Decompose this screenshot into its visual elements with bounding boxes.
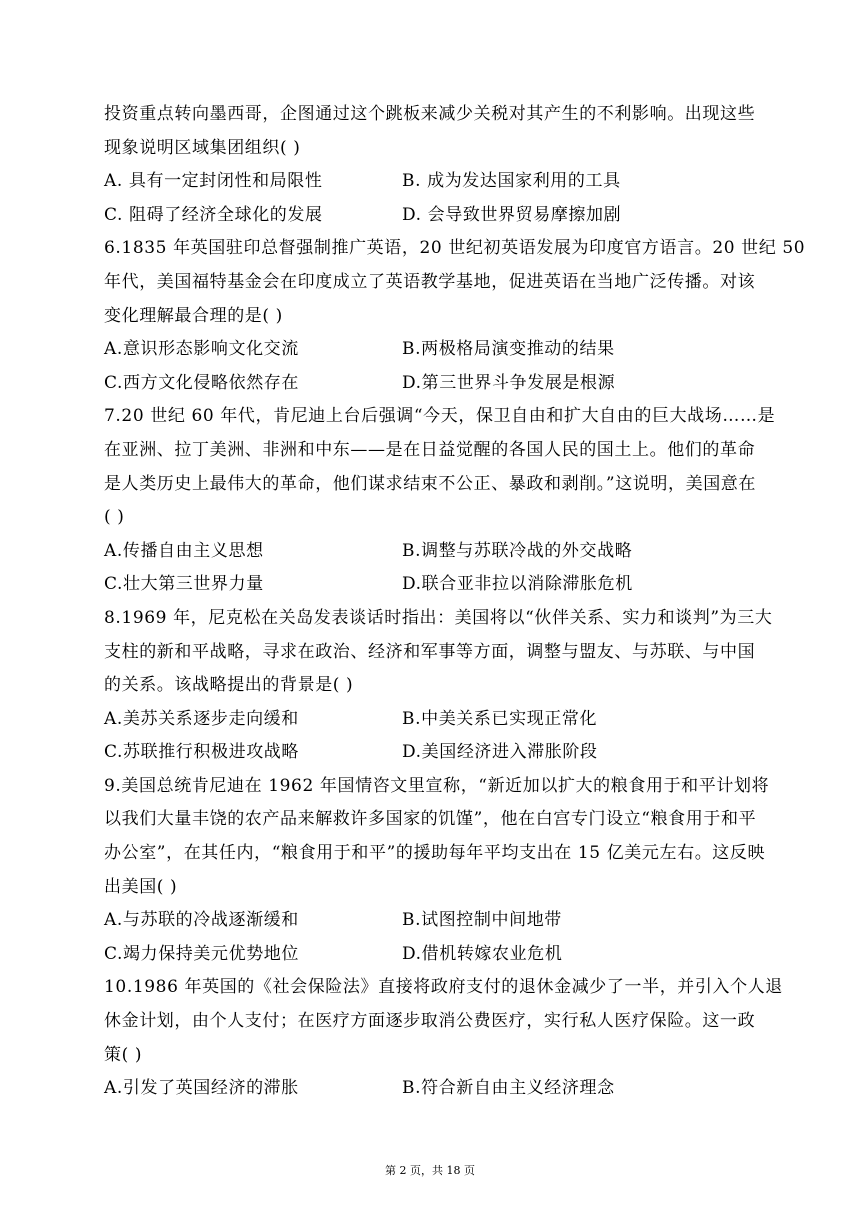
question-9-line-4: 出美国( ) <box>104 876 178 897</box>
question-8-options-row-1 <box>104 703 764 737</box>
option-c: C. 阻碍了经济全球化的发展 <box>104 204 323 225</box>
question-10 <box>104 971 783 1105</box>
question-5-options-row-2 <box>104 199 764 233</box>
question-9-line-3: 办公室”，在其任内，“粮食用于和平”的援助每年平均支出在 15 亿美元左右。这反映 <box>104 843 766 864</box>
question-8-options-row-2 <box>104 736 764 770</box>
option-b: B.符合新自由主义经济理念 <box>402 1078 615 1099</box>
page-number: 第 2 页，共 18 页 <box>385 1164 475 1177</box>
question-6 <box>104 232 806 400</box>
question-7-line-3: 是人类历史上最伟大的革命，他们谋求结束不公正、暴政和剥削。”这说明，美国意在 <box>104 473 756 494</box>
option-a: A. 具有一定封闭性和局限性 <box>104 171 323 192</box>
option-b: B.试图控制中间地带 <box>402 910 562 931</box>
option-b: B.中美关系已实现正常化 <box>402 708 598 729</box>
question-6-line-3: 变化理解最合理的是( ) <box>104 305 283 326</box>
option-a: A.与苏联的冷战逐渐缓和 <box>104 910 299 931</box>
question-9 <box>104 770 770 972</box>
question-9-options-row-1 <box>104 904 764 938</box>
question-7-line-2: 在亚洲、拉丁美洲、非洲和中东——是在日益觉醒的各国人民的国土上。他们的革命 <box>104 439 756 460</box>
question-8-line-1: 8.1969 年，尼克松在关岛发表谈话时指出：美国将以“伙伴关系、实力和谈判”为三大 <box>104 607 773 628</box>
question-6-options-row-2 <box>104 367 764 401</box>
option-b: B.调整与苏联冷战的外交战略 <box>402 540 633 561</box>
option-c: C.苏联推行积极进攻战略 <box>104 742 300 763</box>
document-page <box>104 98 806 1106</box>
option-a: A.意识形态影响文化交流 <box>104 339 299 360</box>
question-9-line-2: 以我们大量丰饶的农产品来解救许多国家的饥馑”，他在白宫专门设立“粮食用于和平 <box>104 809 757 830</box>
question-5-line-2: 现象说明区域集团组织( ) <box>104 137 301 158</box>
question-7-options-row-2 <box>104 568 764 602</box>
option-d: D. 会导致世界贸易摩擦加剧 <box>402 204 622 225</box>
question-7-line-1: 7.20 世纪 60 年代，肯尼迪上台后强调“今天，保卫自由和扩大自由的巨大战场……是 <box>104 406 776 427</box>
question-5 <box>104 98 764 232</box>
question-8 <box>104 602 773 770</box>
question-6-line-2: 年代，美国福特基金会在印度成立了英语教学基地，促进英语在当地广泛传播。对该 <box>104 271 756 292</box>
question-6-options-row-1 <box>104 333 764 367</box>
question-10-options-row-1 <box>104 1072 764 1106</box>
option-c: C.竭力保持美元优势地位 <box>104 943 300 964</box>
question-8-line-2: 支柱的新和平战略，寻求在政治、经济和军事等方面，调整与盟友、与苏联、与中国 <box>104 641 756 662</box>
option-b: B. 成为发达国家利用的工具 <box>402 171 621 192</box>
question-5-line-1: 投资重点转向墨西哥，企图通过这个跳板来减少关税对其产生的不利影响。出现这些 <box>104 104 756 124</box>
question-6-line-1: 6.1835 年英国驻印总督强制推广英语，20 世纪初英语发展为印度官方语言。20 世纪 50 <box>104 238 806 259</box>
option-d: D.第三世界斗争发展是根源 <box>402 372 616 393</box>
option-a: A.传播自由主义思想 <box>104 540 264 561</box>
option-c: C.壮大第三世界力量 <box>104 574 264 595</box>
question-10-line-2: 休金计划，由个人支付；在医疗方面逐步取消公费医疗，实行私人医疗保险。这一政 <box>104 1011 756 1032</box>
question-7-options-row-1 <box>104 535 764 569</box>
question-5-options-row-1 <box>104 165 764 199</box>
option-d: D.联合亚非拉以消除滞胀危机 <box>402 574 633 595</box>
question-7 <box>104 400 776 602</box>
question-9-options-row-2 <box>104 938 764 972</box>
question-9-line-1: 9.美国总统肯尼迪在 1962 年国情咨文里宣称，“新近加以扩大的粮食用于和平计划将 <box>104 775 770 796</box>
question-10-line-3: 策( ) <box>104 1044 143 1065</box>
question-7-line-4: ( ) <box>104 507 125 528</box>
option-c: C.西方文化侵略依然存在 <box>104 372 300 393</box>
option-d: D.借机转嫁农业危机 <box>402 943 563 964</box>
option-a: A.美苏关系逐步走向缓和 <box>104 708 299 729</box>
question-8-line-3: 的关系。该战略提出的背景是( ) <box>104 675 354 696</box>
option-a: A.引发了英国经济的滞胀 <box>104 1078 299 1099</box>
option-b: B.两极格局演变推动的结果 <box>402 339 615 360</box>
option-d: D.美国经济进入滞胀阶段 <box>402 742 598 763</box>
question-10-line-1: 10.1986 年英国的《社会保险法》直接将政府支付的退休金减少了一半，并引入个人退 <box>104 977 783 998</box>
